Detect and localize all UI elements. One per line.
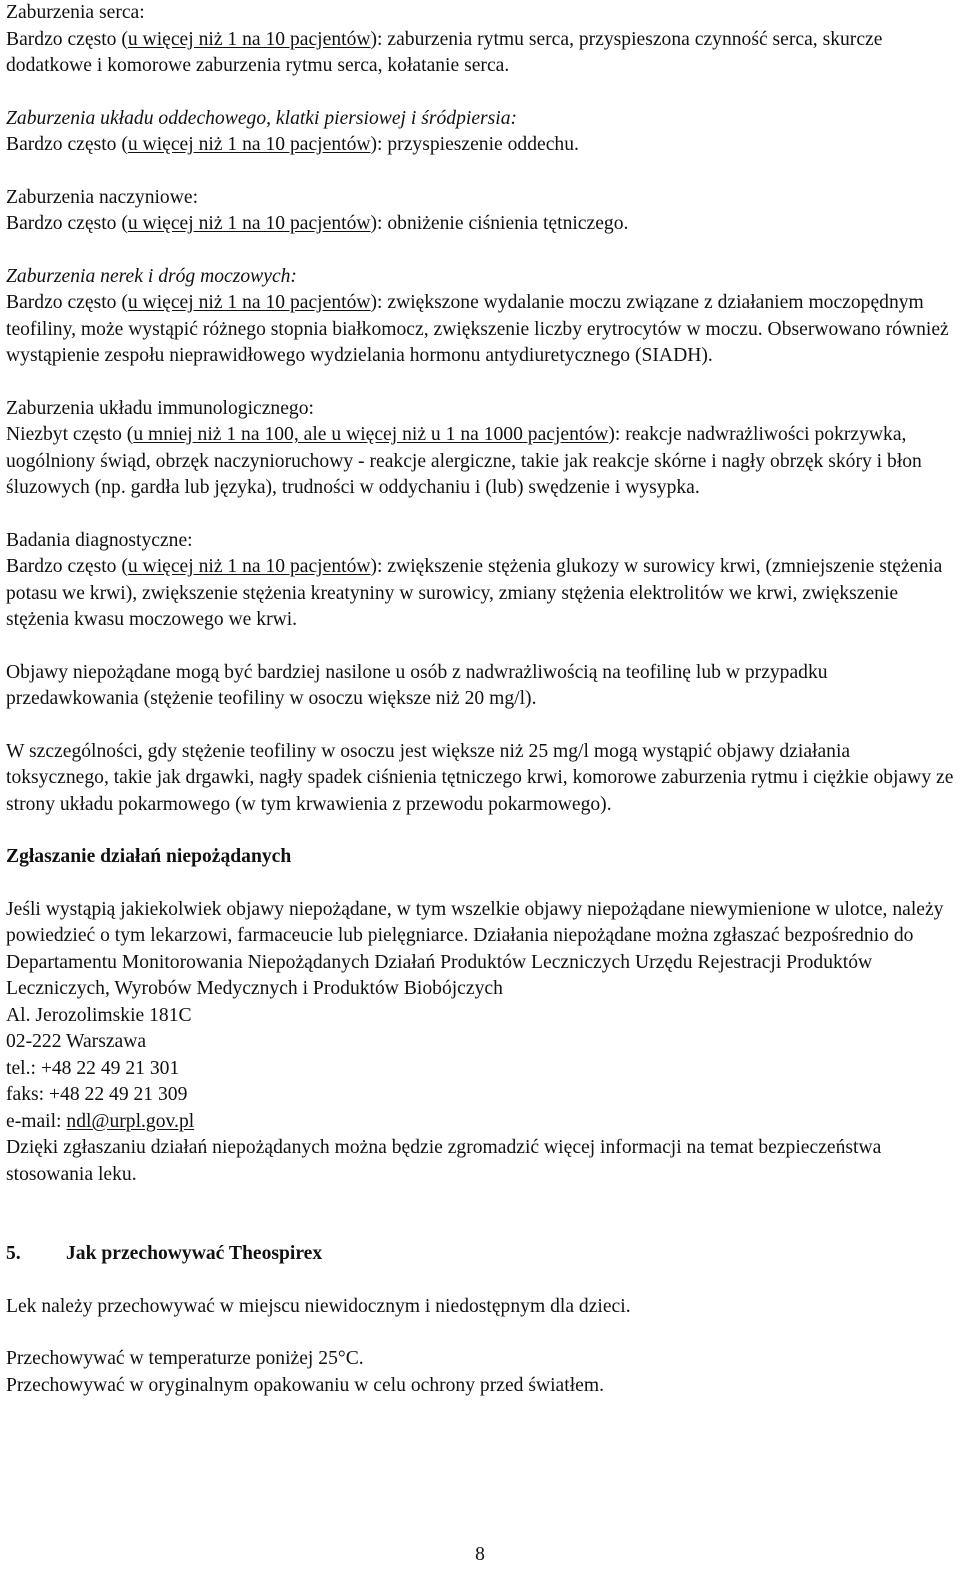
section-respiratory-disorders — [6, 106, 954, 159]
section-title: Badania diagnostyczne: — [6, 529, 193, 551]
reporting-body: Jeśli wystąpią jakiekolwiek objawy niepożądane, w tym wszelkie objawy niepożądane niewymienione w ulotce, należy powiedzieć o tym lekarzowi, farmaceucie lub pielęgniarce. Działania niepożądane można zgłaszać bezpośrednio do Departamentu Monitorowania Niepożądanych Działań Produktów Leczniczych Urzędu Rejestracji Produktów Leczniczych, Wyrobów Medycznych i Produktów Biobójczych — [6, 898, 944, 999]
section-body — [6, 27, 954, 80]
phone-number: tel.: +48 22 49 21 301 — [6, 1057, 180, 1079]
document-page — [6, 0, 954, 1399]
page-number: 8 — [475, 1544, 485, 1565]
section-title: Zaburzenia układu oddechowego, klatki piersiowej i śródpiersia: — [6, 107, 518, 129]
section-vascular-disorders — [6, 185, 954, 238]
frequency-definition: u więcej niż 1 na 10 pacjentów — [127, 556, 371, 577]
section-title: Zaburzenia nerek i dróg moczowych: — [6, 265, 297, 287]
frequency-label: Bardzo często ( — [6, 292, 128, 313]
toxicity-note: W szczególności, gdy stężenie teofiliny w osoczu jest większe niż 25 mg/l mogą wystąpić objawy działania toksycznego, takie jak drgawki, nagły spadek ciśnienia tętniczego krwi, komorowe zaburzenia rytmu i ciężkie objawy ze strony układu pokarmowego (w tym krwawienia z przewodu pokarmowego). — [6, 740, 954, 815]
section-renal-disorders — [6, 264, 954, 370]
section-title: Zaburzenia naczyniowe: — [6, 186, 199, 208]
frequency-label: Bardzo często ( — [6, 213, 128, 234]
frequency-definition: u więcej niż 1 na 10 pacjentów — [127, 213, 371, 234]
section-body — [6, 422, 954, 502]
reporting-closing: Dzięki zgłaszaniu działań niepożądanych można będzie zgromadzić więcej informacji na temat bezpieczeństwa stosowania leku. — [6, 1137, 882, 1185]
section-immune-disorders — [6, 396, 954, 502]
section-body — [6, 211, 954, 238]
frequency-definition: u więcej niż 1 na 10 pacjentów — [127, 134, 371, 155]
section-body — [6, 554, 954, 634]
address-city: 02-222 Warszawa — [6, 1031, 147, 1052]
frequency-label: Niezbyt często ( — [6, 424, 134, 445]
section-title: Zaburzenia układu immunologicznego: — [6, 397, 314, 419]
effects-text: ): przyspieszenie oddechu. — [370, 134, 579, 155]
section-number: 5. — [6, 1243, 21, 1264]
effects-text: ): zwiększone wydalanie moczu związane z działaniem moczopędnym teofiliny, może wystąpić różnego stopnia białkomocz, zwiększenie liczby erytrocytów w moczu. Obserwowano również wystąpienie zespołu nieprawidłowego wydzielania hormonu antydiuretycznego (SIADH). — [6, 292, 949, 366]
section-heading-text: Jak przechowywać Theospirex — [66, 1243, 323, 1264]
address-street: Al. Jerozolimskie 181C — [6, 1004, 192, 1026]
reporting-block — [6, 897, 954, 1189]
section-title: Zaburzenia serca: — [6, 2, 145, 23]
effects-text: ): obniżenie ciśnienia tętniczego. — [370, 213, 629, 234]
email-line — [6, 1109, 954, 1136]
frequency-label: Bardzo często ( — [6, 134, 128, 155]
frequency-definition: u więcej niż 1 na 10 pacjentów — [127, 28, 371, 50]
section-heart-disorders — [6, 0, 954, 80]
storage-packaging-note: Przechowywać w oryginalnym opakowaniu w celu ochrony przed światłem. — [6, 1374, 604, 1396]
reporting-heading: Zgłaszanie działań niepożądanych — [6, 846, 292, 867]
frequency-definition: u mniej niż 1 na 100, ale u więcej niż u 1 na 1000 pacjentów — [133, 424, 609, 445]
section-body — [6, 132, 954, 159]
storage-children-note: Lek należy przechowywać w miejscu niewidocznym i niedostępnym dla dzieci. — [6, 1295, 631, 1317]
effects-text: ): zwiększenie stężenia glukozy w surowicy krwi, (zmniejszenie stężenia potasu we krwi), zwiększenie stężenia kreatyniny w surowicy, zmiany stężenia elektrolitów we krwi, zwiększenie stężenia kwasu moczowego we krwi. — [6, 556, 943, 630]
storage-temperature-note: Przechowywać w temperaturze poniżej 25°C. — [6, 1348, 364, 1369]
effects-text: ): reakcje nadwrażliwości pokrzywka, uogólniony świąd, obrzęk naczynioruchowy - reakcje alergiczne, takie jak reakcje skórne i nagły obrzęk skóry i błon śluzowych (np. gardła lub języka), trudności w oddychaniu i (lub) swędzenie i wysypka. — [6, 424, 922, 498]
frequency-label: Bardzo często ( — [6, 28, 128, 50]
section-body — [6, 290, 954, 370]
effects-text: ): zaburzenia rytmu serca, przyspieszona czynność serca, skurcze dodatkowe i komorowe zaburzenia rytmu serca, kołatanie serca. — [6, 28, 883, 76]
frequency-label: Bardzo często ( — [6, 556, 128, 577]
frequency-definition: u więcej niż 1 na 10 pacjentów — [127, 292, 371, 313]
storage-heading — [6, 1241, 954, 1268]
email-link[interactable]: ndl@urpl.gov.pl — [66, 1110, 195, 1132]
email-label: e-mail: — [6, 1110, 67, 1132]
section-diagnostic-tests — [6, 528, 954, 634]
fax-number: faks: +48 22 49 21 309 — [6, 1084, 188, 1105]
hypersensitivity-note: Objawy niepożądane mogą być bardziej nasilone u osób z nadwrażliwością na teofilinę lub w przypadku przedawkowania (stężenie teofiliny w osoczu większe niż 20 mg/l). — [6, 661, 828, 709]
